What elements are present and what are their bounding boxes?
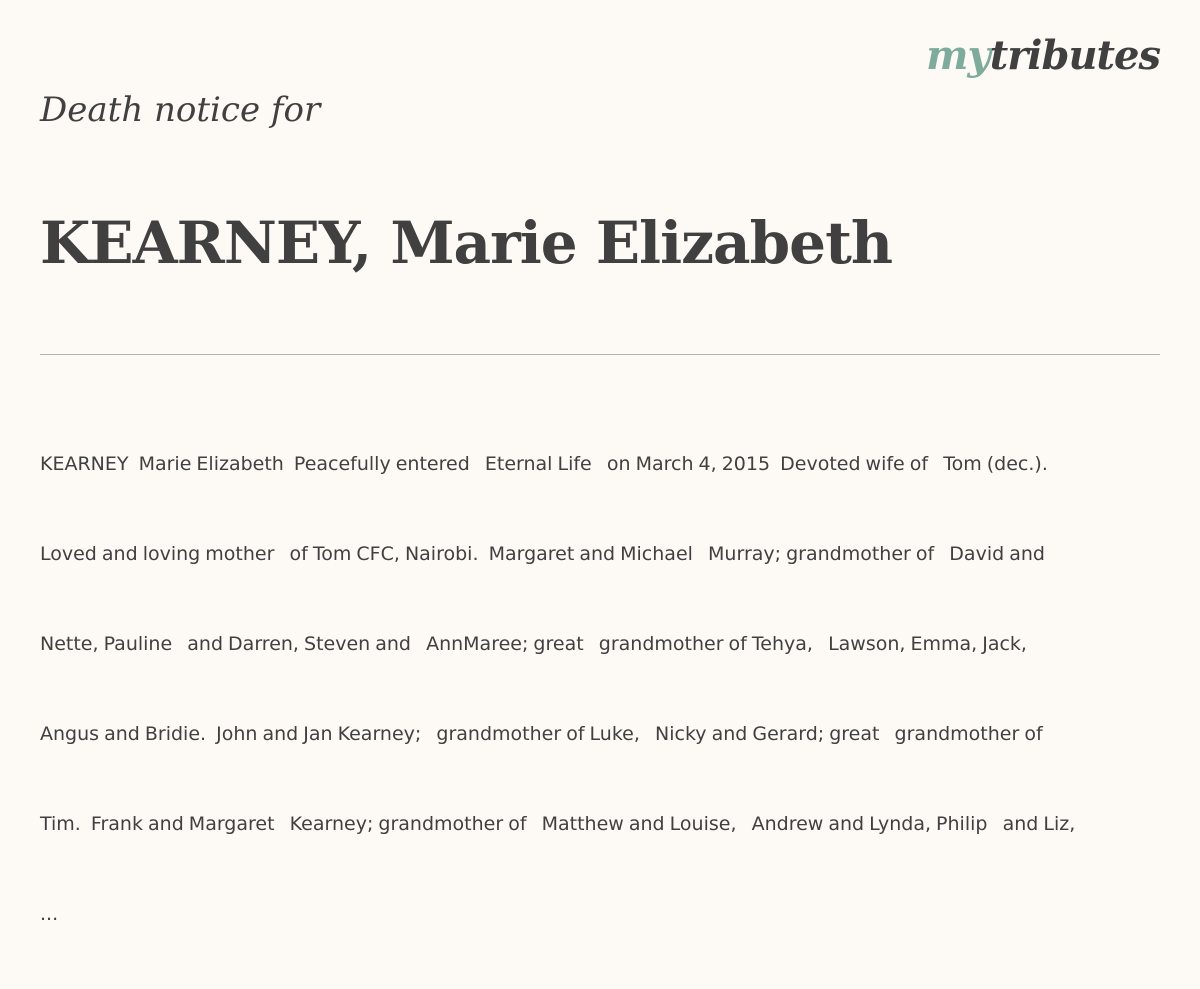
- notice-body-line: Angus and Bridie. John and Jan Kearney; grandmother of Luke, Nicky and Gerard; great grandmother of: [40, 723, 1043, 745]
- notice-body-line: Nette, Pauline and Darren, Steven and AnnMaree; great grandmother of Tehya, Lawson, Emma, Jack,: [40, 633, 1027, 655]
- notice-label: Death notice for: [40, 90, 321, 130]
- notice-body-ellipsis: ...: [40, 903, 59, 925]
- notice-body-line: KEARNEY Marie Elizabeth Peacefully entered Eternal Life on March 4, 2015 Devoted wife of Tom (dec.).: [40, 453, 1048, 475]
- mytributes-logo[interactable]: [926, 32, 1160, 79]
- logo-suffix: tributes: [989, 32, 1160, 79]
- notice-body: [40, 389, 1160, 989]
- logo-prefix: my: [926, 32, 990, 79]
- notice-body-line: Tim. Frank and Margaret Kearney; grandmother of Matthew and Louise, Andrew and Lynda, Philip and Liz,: [40, 813, 1076, 835]
- notice-body-line: Loved and loving mother of Tom CFC, Nairobi. Margaret and Michael Murray; grandmother of David and: [40, 543, 1045, 565]
- divider: [40, 354, 1160, 355]
- deceased-name: KEARNEY, Marie Elizabeth: [40, 209, 893, 277]
